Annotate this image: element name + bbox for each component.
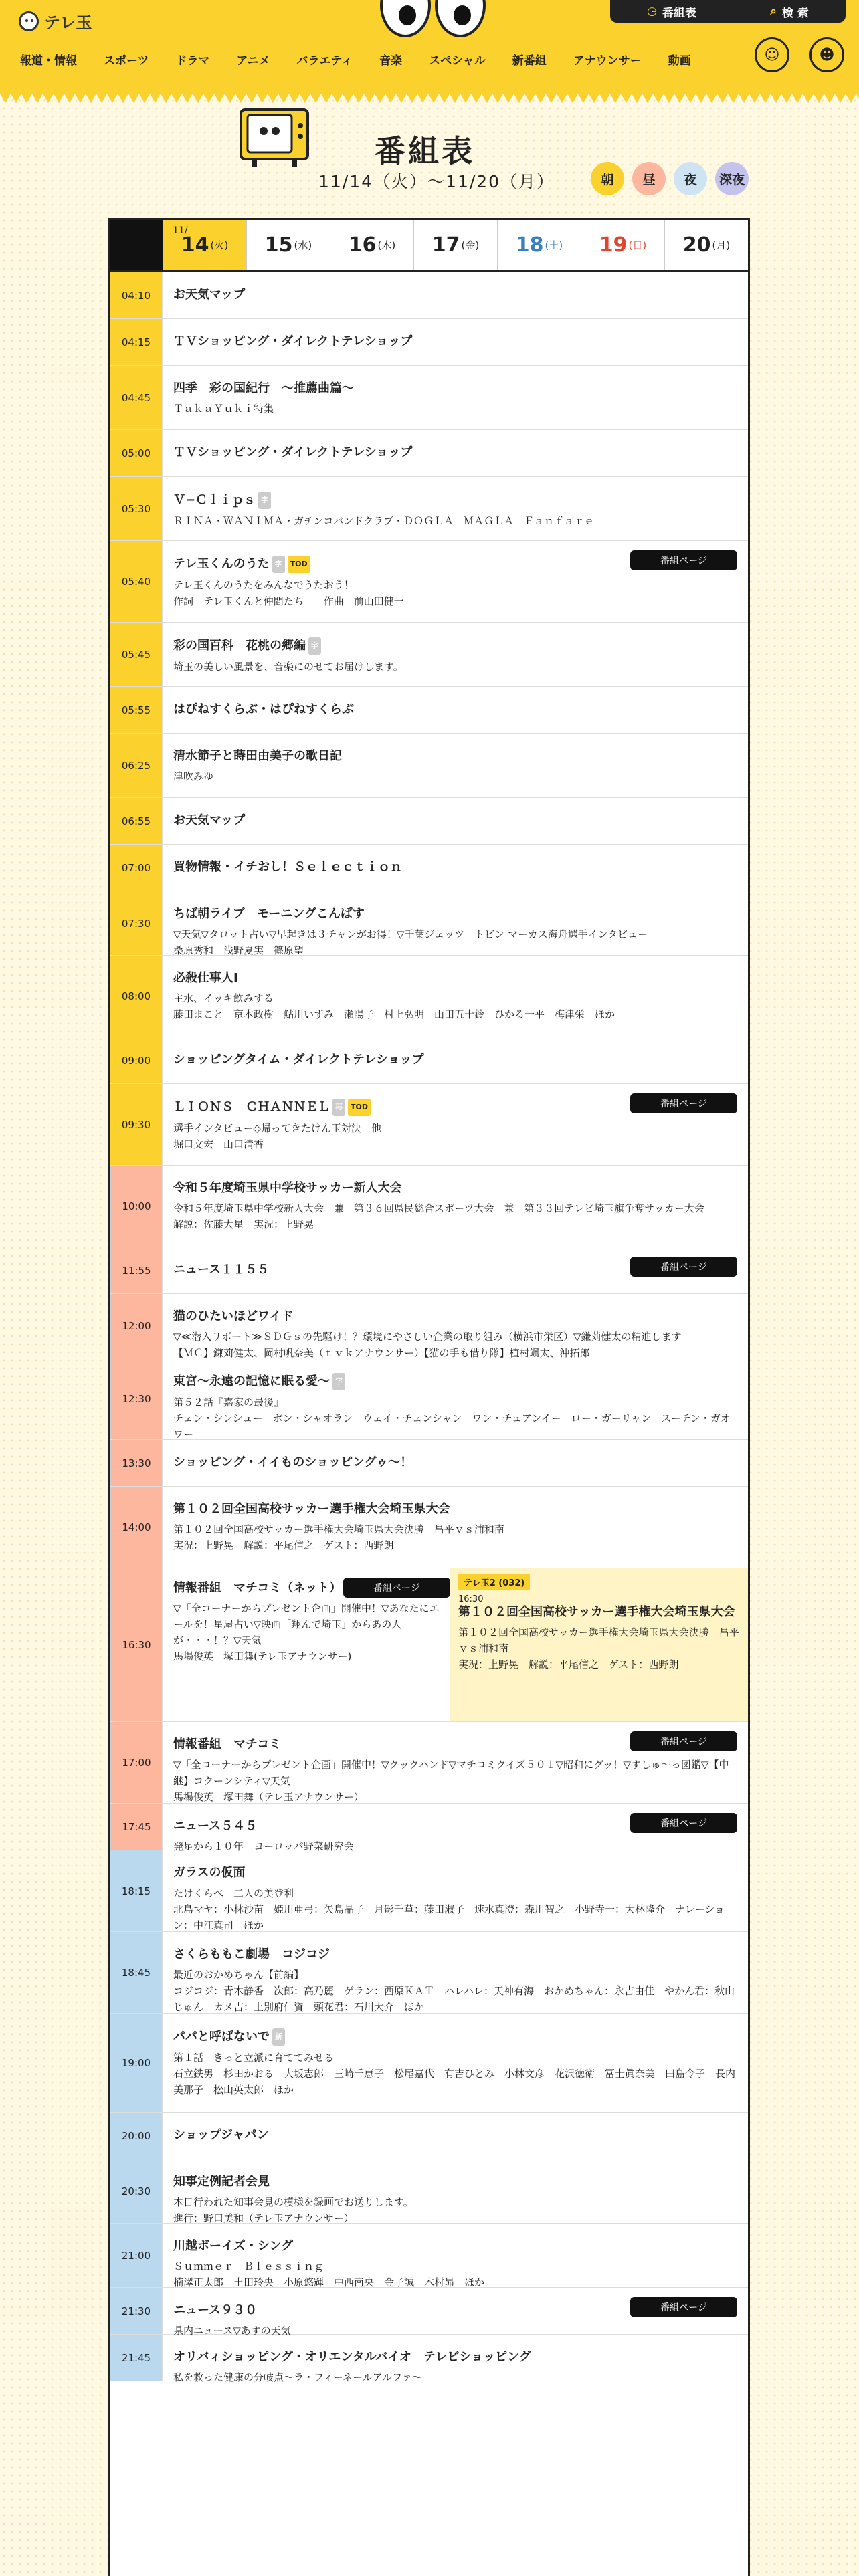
program-cell[interactable] [163, 1358, 748, 1439]
program-description-line: 埼玉の美しい風景を、音楽にのせてお届けします。 [173, 661, 403, 673]
time-filters [591, 162, 749, 195]
nav-item[interactable]: 音楽 [379, 54, 403, 68]
program-time: 21:00 [110, 2224, 163, 2287]
mascot-icon[interactable]: ☺ [755, 37, 789, 72]
program-row [110, 1247, 748, 1294]
program-time: 08:00 [110, 956, 163, 1037]
program-description [173, 1120, 737, 1152]
program-title-text: 令和５年度埼玉県中学校サッカー新人大会 [173, 1181, 402, 1195]
day-tabs-corner [110, 220, 163, 270]
program-description-line: 本日行われた知事会見の模様を録画でお送りします。 [173, 2196, 413, 2208]
program-row [110, 2014, 748, 2113]
program-description [173, 1329, 737, 1361]
program-cell[interactable] [163, 1294, 748, 1358]
program-title [173, 2349, 737, 2365]
site-logo[interactable] [19, 9, 92, 33]
program-row [110, 1932, 748, 2014]
program-row [110, 319, 748, 366]
nav-item[interactable]: ドラマ [175, 54, 210, 68]
day-tab-number: 16 [348, 233, 377, 257]
program-row [110, 1804, 748, 1850]
logo-face-icon [19, 11, 39, 31]
program-description-line: 実況：上野晃 解説：平尾信之 ゲスト：西野朗 [458, 1658, 679, 1671]
program-cell[interactable] [163, 798, 748, 844]
program-title [173, 381, 737, 397]
tv-mascot-icon [237, 106, 312, 169]
program-description-line: ＴａｋａＹｕｋｉ特集 [173, 403, 274, 415]
subchannel-program-time: 16:30 [458, 1594, 484, 1604]
program-description-line: 進行：野口美和（テレ玉アナウンサー） [173, 2212, 354, 2224]
program-title-text: 情報番組 マチコミ（ネット） [173, 1581, 342, 1595]
program-cell[interactable] [163, 366, 748, 429]
program-time: 21:45 [110, 2335, 163, 2381]
program-cell[interactable] [163, 1850, 748, 1931]
page-title: 番組表 [375, 133, 475, 169]
day-tab-number: 15 [264, 233, 293, 257]
program-title-text: ショッピングタイム・ダイレクトテレショップ [173, 1053, 424, 1067]
program-page-button[interactable]: 番組ページ [630, 550, 737, 570]
program-time: 07:30 [110, 891, 163, 955]
program-description [173, 2369, 737, 2385]
channel-badge: テレ玉2 (032) [458, 1574, 530, 1590]
program-cell[interactable] [163, 1722, 748, 1803]
program-time: 09:00 [110, 1037, 163, 1083]
program-description-line: テレ玉くんのうたをみんなでうたおう！ [173, 579, 354, 591]
program-description [173, 577, 737, 609]
program-description [173, 1600, 440, 1665]
program-title-text: ＬＩＯＮＳ ＣＨＡＮＮＥＬ [173, 1100, 330, 1114]
schedule-link-label: 番組表 [662, 6, 697, 20]
program-description-line: Ｓｕｍｍｅｒ Ｂｌｅｓｓｉｎｇ [173, 2260, 324, 2272]
title-area [0, 94, 859, 206]
program-description-line: ▽「全コーナーからプレゼント企画」開催中！▽クックハンド▽マチコミクイズ５０１▽昭和にグッ！▽すしゅ〜っ図鑑▽【中継】コクーンシティ▽天気 [173, 1759, 729, 1787]
program-row [110, 541, 748, 623]
program-cell[interactable] [163, 2288, 748, 2337]
program-title-text: ニュース５４５ [173, 1819, 258, 1833]
program-page-button[interactable]: 番組ページ [343, 1578, 450, 1598]
program-description-line: 発足から１０年 ヨーロッパ野菜研究会 [173, 1840, 354, 1852]
program-description-line: 石立鉄男 杉田かおる 大坂志郎 三崎千恵子 松尾嘉代 有吉ひとみ 小林文彦 花沢徳衛 冨士眞奈美 田島令子 長内美那子 松山英太郎 ほか [173, 2068, 736, 2096]
day-tab-number: 18 [515, 233, 544, 257]
program-title-text: 情報番組 マチコミ [173, 1737, 282, 1751]
program-time: 19:00 [110, 2014, 163, 2112]
program-title [173, 859, 737, 875]
program-description [173, 2258, 737, 2290]
program-description [173, 1394, 737, 1442]
program-row [110, 734, 748, 798]
nav-item[interactable]: バラエティ [296, 54, 353, 68]
site-header [0, 0, 859, 94]
program-description-line: 作詞 テレ玉くんと仲間たち 作曲 前山田健一 [173, 595, 404, 607]
program-title-text: ニュース９３０ [173, 2303, 258, 2317]
program-time: 16:30 [110, 1568, 163, 1721]
schedule-link[interactable] [647, 3, 696, 20]
program-description-line: 第５２話『嘉家の最後』 [173, 1396, 284, 1408]
program-row [110, 1568, 748, 1722]
program-description-line: 解説：佐藤大星 実況：上野晃 [173, 1218, 314, 1230]
main-nav [20, 51, 718, 68]
program-cell[interactable] [163, 734, 748, 797]
nav-item[interactable]: スポーツ [104, 54, 149, 68]
schedule-icon: ◷ [647, 5, 658, 18]
program-tag: 字 [332, 1373, 345, 1390]
program-time: 05:30 [110, 477, 163, 540]
day-tab-weekday: (水) [294, 239, 312, 251]
program-row [110, 956, 748, 1037]
day-tab-weekday: (月) [712, 239, 731, 251]
program-title [173, 1373, 737, 1390]
program-cell[interactable] [163, 1440, 748, 1486]
program-title [173, 637, 737, 655]
program-title [173, 1309, 737, 1325]
day-tab-number: 17 [432, 233, 460, 257]
program-page-button[interactable]: 番組ページ [630, 1093, 737, 1113]
program-title-text: さくらももこ劇場 コジコジ [173, 1947, 330, 1961]
program-row [110, 1166, 748, 1247]
day-tab-weekday: (土) [545, 239, 563, 251]
program-cell[interactable] [163, 2335, 748, 2381]
program-title [173, 445, 737, 461]
program-row [110, 623, 748, 687]
program-tag: TOD [288, 556, 310, 573]
program-description [173, 2050, 737, 2098]
program-row [110, 891, 748, 956]
program-time: 05:55 [110, 687, 163, 733]
program-cell[interactable] [163, 1804, 748, 1850]
nav-item[interactable]: アナウンサー [573, 54, 642, 68]
program-time: 04:15 [110, 319, 163, 365]
program-tag: 字 [258, 492, 271, 509]
nav-item[interactable]: アニメ [236, 54, 270, 68]
program-time: 13:30 [110, 1440, 163, 1486]
program-description-line: 選手インタビュー◇帰ってきたけん玉対決 他 [173, 1122, 381, 1134]
program-description-line: たけくらべ 二人の美登利 [173, 1887, 294, 1899]
nav-item[interactable]: 動画 [668, 54, 691, 68]
program-time: 06:25 [110, 734, 163, 797]
day-tab[interactable] [664, 220, 748, 270]
program-list [110, 272, 748, 2381]
program-cell[interactable] [163, 623, 748, 686]
nav-icons [755, 37, 844, 72]
program-row [110, 2159, 748, 2224]
program-cell[interactable] [163, 1037, 748, 1083]
program-time: 10:00 [110, 1166, 163, 1247]
mascot-eye-left [380, 0, 431, 37]
search-icon: ⌕ [770, 5, 777, 18]
program-time: 12:00 [110, 1294, 163, 1358]
program-row [110, 1358, 748, 1440]
program-tag: TOD [348, 1099, 371, 1116]
program-row [110, 2335, 748, 2381]
program-title-text: 猫のひたいほどワイド [173, 1309, 294, 1323]
program-description-line: 馬場俊英 塚田舞(テレ玉アナウンサー) [173, 1650, 352, 1662]
program-title-text: 川越ボーイズ・シング [173, 2239, 294, 2253]
program-title-text: オリバィショッピング・オリエンタルバイオ テレビショッピング [173, 2350, 531, 2364]
program-title [173, 1501, 737, 1517]
program-time: 09:30 [110, 1084, 163, 1165]
nav-item[interactable]: 報道・情報 [20, 54, 77, 68]
day-tab[interactable] [330, 220, 413, 270]
program-cell[interactable] [163, 1932, 748, 2013]
time-filter-0[interactable]: 朝 [591, 162, 624, 195]
program-time: 18:45 [110, 1932, 163, 2013]
program-title [173, 2174, 737, 2190]
program-description-line: 県内ニュース▽あすの天気 [173, 2325, 291, 2337]
program-description-line: 令和５年度埼玉県中学校新人大会 兼 第３６回県民総合スポーツ大会 兼 第３３回テレビ埼玉旗争奪サッカー大会 [173, 1202, 704, 1214]
program-title-text: 必殺仕事人Ⅰ [173, 971, 238, 985]
program-time: 12:30 [110, 1358, 163, 1439]
program-row [110, 1440, 748, 1487]
day-tab-number: 19 [599, 233, 628, 257]
day-tab-number: 14 [181, 233, 209, 257]
program-row [110, 1487, 748, 1568]
program-time: 21:30 [110, 2288, 163, 2334]
program-title-text: ちば朝ライブ モーニングこんぱす [173, 907, 365, 921]
program-cell[interactable] [163, 2014, 748, 2112]
search-link[interactable] [770, 3, 808, 20]
program-title [173, 1865, 737, 1881]
program-title [173, 970, 737, 986]
program-description [173, 1200, 737, 1232]
program-title [173, 1052, 737, 1068]
program-time: 05:40 [110, 541, 163, 622]
day-tab-number: 20 [682, 233, 711, 257]
program-row [110, 2113, 748, 2159]
program-description [173, 768, 737, 784]
day-tab-weekday: (日) [628, 239, 647, 251]
subchannel-program-title: 第１０２回全国高校サッカー選手権大会埼玉県大会 [458, 1605, 735, 1619]
program-title-text: 四季 彩の国紀行 〜推薦曲篇〜 [173, 381, 354, 395]
program-title [173, 906, 737, 922]
program-description [173, 659, 737, 675]
time-filter-1[interactable]: 昼 [632, 162, 666, 195]
program-description-line: 藤田まこと 京本政樹 鮎川いずみ 瀬陽子 村上弘明 山田五十鈴 ひかる一平 梅津栄 ほか [173, 1008, 615, 1021]
day-tab-weekday: (金) [461, 239, 480, 251]
program-description [173, 401, 737, 417]
program-row [110, 2224, 748, 2288]
program-title [173, 1455, 737, 1471]
program-cell[interactable] [163, 845, 748, 891]
program-title [173, 2127, 737, 2143]
program-title [173, 1947, 737, 1963]
program-description-line: 最近のおかめちゃん【前編】 [173, 1969, 304, 1981]
program-cell[interactable] [163, 687, 748, 733]
program-page-button[interactable]: 番組ページ [630, 1731, 737, 1751]
program-description-line: 実況：上野晃 解説：平尾信之 ゲスト：西野朗 [173, 1539, 394, 1551]
logo-text: テレ玉 [44, 13, 92, 32]
program-description-line: 桑原秀和 浅野夏実 篠原望 [173, 944, 304, 956]
mascot-eye-right [435, 0, 486, 37]
program-description [173, 1521, 737, 1553]
program-row [110, 1037, 748, 1084]
program-cell[interactable] [163, 2159, 748, 2223]
program-time: 20:30 [110, 2159, 163, 2223]
program-description-line: 津吹みゆ [173, 770, 214, 782]
program-row [110, 687, 748, 734]
mascot-eyes [380, 0, 486, 37]
program-description-line: 【ＭＣ】鎌苅健太、岡村帆奈美（ｔｖｋアナウンサー）【猫の手も借り隊】植村颯太、沖拓郎 [173, 1347, 590, 1359]
program-cell[interactable] [163, 1568, 450, 1721]
program-row [110, 2288, 748, 2335]
program-description [173, 1885, 737, 1933]
day-tabs [110, 220, 748, 272]
program-row [110, 1850, 748, 1932]
character-icon[interactable]: ☻ [809, 37, 844, 72]
day-tab[interactable] [581, 220, 664, 270]
program-title-text: パパと呼ばないで [173, 2030, 270, 2044]
program-description-line: 楠澤正太郎 土田玲央 小原悠輝 中西南央 金子誠 木村昴 ほか [173, 2276, 485, 2288]
time-filter-2[interactable]: 夜 [674, 162, 707, 195]
program-row [110, 272, 748, 319]
program-cell[interactable] [163, 1247, 748, 1293]
program-row [110, 1294, 748, 1358]
program-title [173, 1180, 737, 1196]
program-description [173, 1757, 737, 1805]
program-row [110, 430, 748, 477]
program-title-text: 東宮〜永遠の記憶に眠る愛〜 [173, 1374, 330, 1388]
program-description-line: 第１話 きっと立派に育ててみせる [173, 2052, 335, 2064]
program-title [173, 2238, 737, 2254]
day-tab[interactable] [497, 220, 581, 270]
day-tab[interactable] [163, 220, 246, 270]
program-description [173, 990, 737, 1023]
program-cell[interactable] [163, 541, 748, 622]
program-description [173, 2194, 737, 2226]
day-tab[interactable] [413, 220, 497, 270]
program-description-line: 第１０２回全国高校サッカー選手権大会埼玉県大会決勝 昌平ｖｓ浦和南 [173, 1523, 504, 1535]
program-description [173, 513, 737, 529]
program-description-line: コジコジ：青木静香 次郎：高乃麗 ゲラン：西原ＫＡＴ ハレハレ：天神有海 おかめちゃん：永吉由佳 やかん君：秋山じゅん カメ吉：上別府仁資 頭花君：石川大介 ほか [173, 1985, 735, 2013]
program-cell-split [163, 1568, 748, 1721]
program-time: 11:55 [110, 1247, 163, 1293]
program-time: 05:45 [110, 623, 163, 686]
time-filter-3[interactable]: 深夜 [715, 162, 749, 195]
program-time: 06:55 [110, 798, 163, 844]
program-row [110, 845, 748, 891]
day-tab[interactable] [246, 220, 330, 270]
program-description-line: 主水、イッキ飲みする [173, 992, 274, 1004]
program-page-button[interactable]: 番組ページ [630, 2297, 737, 2317]
schedule-table [108, 218, 750, 2576]
program-title-text: ＴＶショッピング・ダイレクトテレショップ [173, 334, 413, 348]
program-title-text: Ｖ−Ｃｌｉｐｓ [173, 493, 256, 507]
program-cell[interactable] [163, 272, 748, 318]
program-tag: 新 [272, 2028, 285, 2046]
program-title-text: 買物情報・イチおし！Ｓｅｌｅｃｔｉｏｎ [173, 860, 402, 874]
program-page-button[interactable]: 番組ページ [630, 1257, 737, 1277]
program-title [173, 2028, 737, 2046]
program-description [173, 926, 737, 958]
date-range: 11/14（火）〜11/20（月） [318, 172, 555, 191]
program-tag: 再 [332, 1099, 345, 1116]
program-title-text: ＴＶショッピング・ダイレクトテレショップ [173, 445, 413, 459]
top-utility-bar [610, 0, 846, 23]
program-title-text: ニュース１１５５ [173, 1263, 270, 1277]
program-title [173, 702, 737, 718]
program-title-text: 清水節子と蒔田由美子の歌日記 [173, 749, 342, 763]
program-row [110, 1084, 748, 1166]
program-time: 17:45 [110, 1804, 163, 1850]
program-description-line: チェン・シンシュー ポン・シャオラン ウェイ・チェンシャン ワン・チュアンイー ロー・ガーリャン スーチン・ガオワー [173, 1412, 731, 1440]
program-cell[interactable] [163, 891, 748, 955]
program-description-line: 馬場俊英 塚田舞（テレ玉アナウンサー） [173, 1791, 364, 1803]
program-description-line: ▽≪潜入リポート≫ＳＤＧｓの先駆け！？環境にやさしい企業の取り組み（横浜市栄区）▽鎌苅健太の精進します [173, 1331, 682, 1343]
program-title [173, 492, 737, 509]
program-title [173, 813, 737, 829]
program-description-line: ＲＩＮＡ・ＷＡＮＩＭＡ・ガチンコバンドクラブ・ＤＯＧＬＡ ＭＡＧＬＡ Ｆａｎｆａｒｅ [173, 515, 594, 527]
program-row [110, 477, 748, 541]
program-cell[interactable] [163, 2224, 748, 2287]
day-tab-weekday: (木) [377, 239, 396, 251]
program-title [173, 334, 737, 350]
search-link-label: 検 索 [781, 6, 809, 20]
program-cell[interactable] [163, 1084, 748, 1165]
program-title-text: ショッピング・イイものショッピングゥ〜！ [173, 1455, 413, 1469]
day-tab-month: 11/ [173, 225, 188, 236]
program-row [110, 366, 748, 430]
program-time: 07:00 [110, 845, 163, 891]
program-cell[interactable] [163, 1487, 748, 1568]
program-title [173, 748, 737, 764]
program-title-text: お天気マップ [173, 813, 246, 827]
subchannel-program-cell[interactable] [450, 1568, 748, 1721]
program-tag: 字 [308, 637, 321, 655]
program-row [110, 1722, 748, 1804]
program-description-line: 第１０２回全国高校サッカー選手権大会埼玉県大会決勝 昌平ｖｓ浦和南 [458, 1626, 739, 1654]
program-description-line: 堀口文宏 山口清香 [173, 1138, 264, 1150]
program-cell[interactable] [163, 1166, 748, 1247]
program-cell[interactable] [163, 319, 748, 365]
program-description-line: ▽「全コーナーからプレゼント企画」開催中！▽あなたにエールを！星屋占い▽映画「翔んで埼玉」からあの人が・・・！？▽天気 [173, 1602, 440, 1646]
program-cell[interactable] [163, 956, 748, 1037]
program-title-text: 第１０２回全国高校サッカー選手権大会埼玉県大会 [173, 1502, 450, 1516]
program-title-text: ガラスの仮面 [173, 1866, 246, 1880]
subchannel-program-description [458, 1624, 740, 1673]
program-row [110, 798, 748, 845]
nav-item[interactable]: スペシャル [429, 54, 486, 68]
program-cell[interactable] [163, 430, 748, 476]
program-description-line: 北島マヤ：小林沙苗 姫川亜弓：矢島晶子 月影千草：藤田淑子 速水真澄：森川智之 小野寺一：大林隆介 ナレーション：中江真司 ほか [173, 1903, 725, 1931]
program-time: 04:45 [110, 366, 163, 429]
program-description-line: ▽天気▽タロット占い▽早起きは３チャンがお得！▽千葉ジェッツ トビン マーカス海舟選手インタビュー [173, 928, 648, 940]
program-time: 04:10 [110, 272, 163, 318]
program-title-text: テレ玉くんのうた [173, 557, 270, 571]
program-time: 20:00 [110, 2113, 163, 2159]
program-time: 18:15 [110, 1850, 163, 1931]
program-title [173, 287, 737, 303]
nav-item[interactable]: 新番組 [512, 54, 547, 68]
program-title-text: 彩の国百科 花桃の郷編 [173, 639, 306, 653]
program-title-text: 知事定例記者会見 [173, 2175, 270, 2189]
program-tag: 字 [272, 556, 285, 573]
program-cell[interactable] [163, 2113, 748, 2159]
program-title-text: ショップジャパン [173, 2128, 269, 2142]
program-time: 17:00 [110, 1722, 163, 1803]
program-cell[interactable] [163, 477, 748, 540]
day-tab-weekday: (火) [210, 239, 229, 251]
program-time: 05:00 [110, 430, 163, 476]
program-description-line: 私を救った健康の分岐点〜ラ・フィーネールアルファ〜 [173, 2371, 422, 2383]
program-title-text: はぴねすくらぶ・はぴねすくらぶ [173, 702, 354, 716]
program-title-text: お天気マップ [173, 288, 246, 302]
program-page-button[interactable]: 番組ページ [630, 1813, 737, 1833]
program-time: 14:00 [110, 1487, 163, 1568]
program-description [173, 1967, 737, 2015]
